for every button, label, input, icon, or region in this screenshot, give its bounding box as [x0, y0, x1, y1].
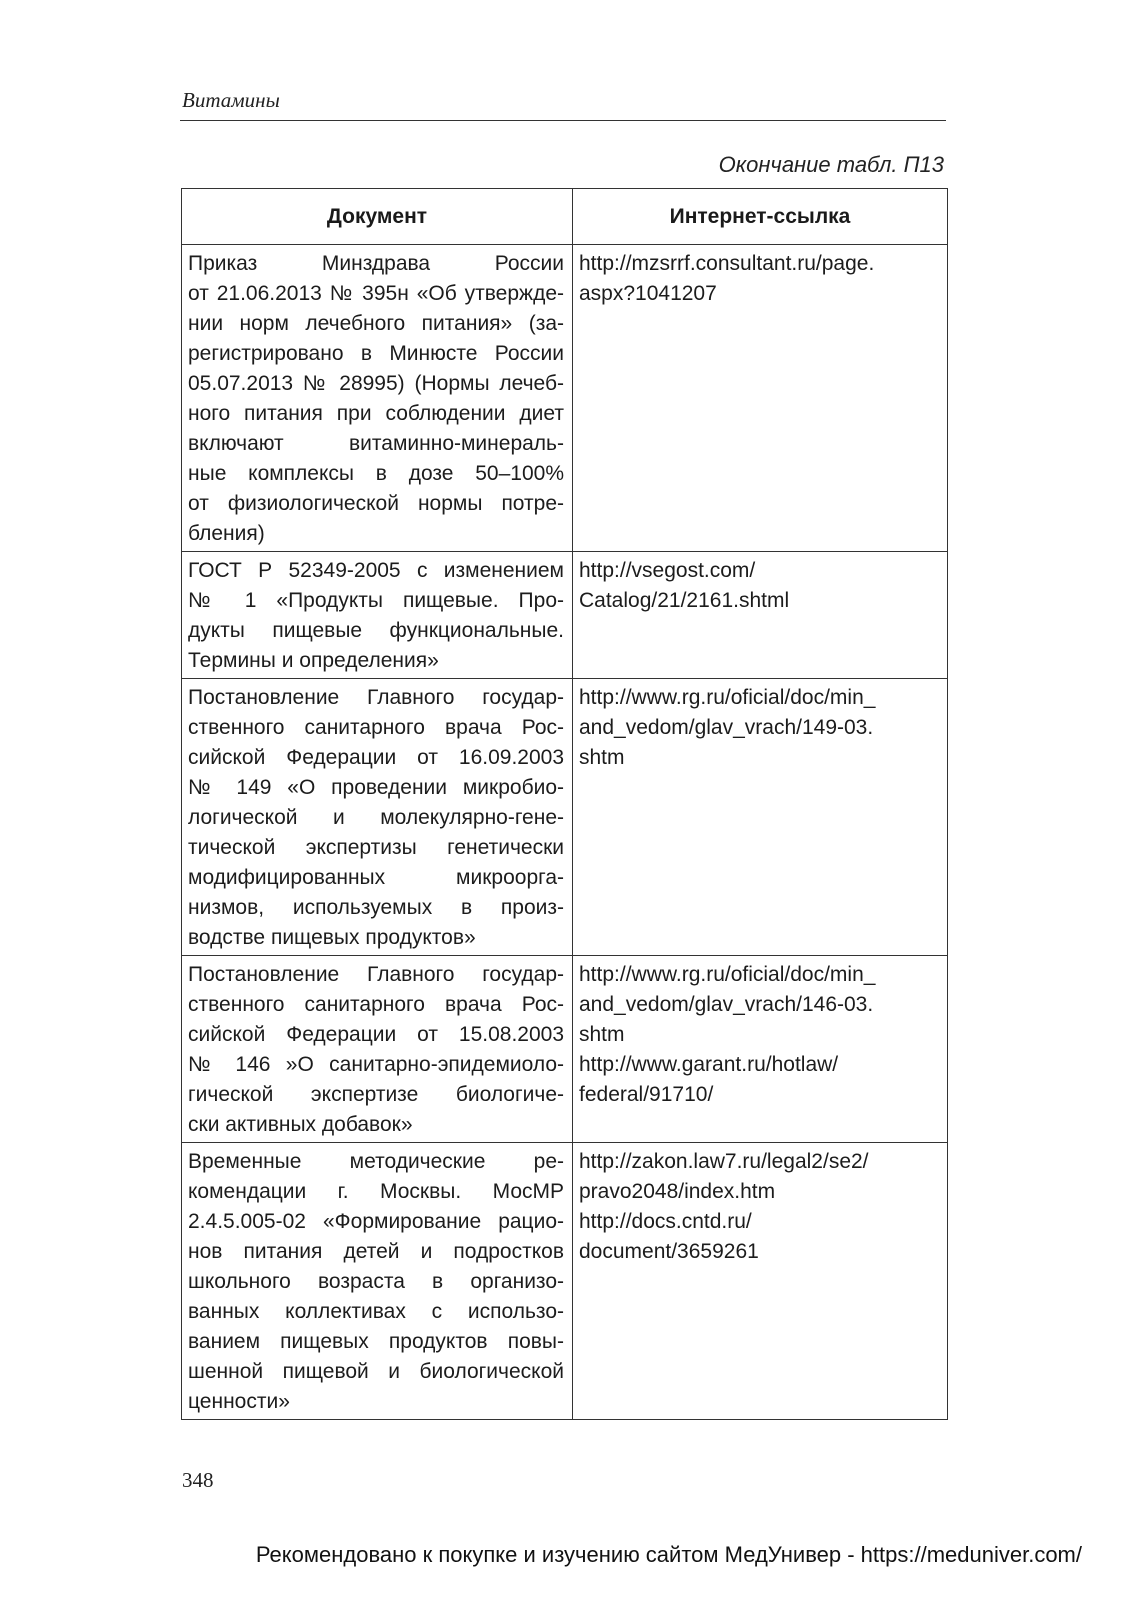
link-line: federal/91710/: [579, 1083, 714, 1106]
table-header-row: [182, 189, 948, 245]
document-line: Постановление Главного государ-: [188, 686, 564, 709]
column-header-link: Интернет-ссылка: [573, 189, 948, 245]
link-cell: [573, 956, 948, 1143]
document-line: 2.4.5.005-02 «Формирование рацио-: [188, 1210, 564, 1233]
document-cell: [182, 245, 573, 552]
document-line: нов питания детей и подростков: [188, 1240, 564, 1263]
link-line: and_vedom/glav_vrach/146-03.: [579, 993, 874, 1016]
page-number: 348: [182, 1468, 214, 1492]
table-row: [182, 679, 948, 956]
link-line: http://mzsrrf.consultant.ru/page.: [579, 252, 875, 275]
document-cell: [182, 679, 573, 956]
link-line: pravo2048/index.htm: [579, 1180, 776, 1203]
link-line: Catalog/21/2161.shtml: [579, 589, 790, 612]
document-line: ственного санитарного врача Рос-: [188, 716, 564, 739]
document-line: от физиологической нормы потре-: [188, 492, 564, 515]
references-table: [181, 188, 948, 1420]
document-line: ванием пищевых продуктов повы-: [188, 1330, 564, 1353]
document-line: логической и молекулярно-гене-: [188, 806, 564, 829]
document-line: шенной пищевой и биологической: [188, 1360, 564, 1383]
document-line: Термины и определения»: [188, 649, 439, 672]
document-line: ственного санитарного врача Рос-: [188, 993, 564, 1016]
document-line: сийской Федерации от 16.09.2003: [188, 746, 564, 769]
link-line: http://www.rg.ru/oficial/doc/min_: [579, 963, 876, 986]
document-line: низмов, используемых в произ-: [188, 896, 564, 919]
column-header-document: Документ: [182, 189, 573, 245]
document-line: № 146 »О санитарно-эпидемиоло-: [188, 1053, 564, 1076]
document-line: бления): [188, 522, 265, 545]
document-line: ные комплексы в дозе 50–100%: [188, 462, 564, 485]
document-line: от 21.06.2013 № 395н «Об утвержде-: [188, 282, 564, 305]
link-cell: [573, 552, 948, 679]
table-row: [182, 956, 948, 1143]
link-cell: [573, 679, 948, 956]
document-line: школьного возраста в организо-: [188, 1270, 564, 1293]
table-row: [182, 245, 948, 552]
document-line: Временные методические ре-: [188, 1150, 564, 1173]
link-line: http://docs.cntd.ru/: [579, 1210, 752, 1233]
document-line: гической экспертизе биологиче-: [188, 1083, 564, 1106]
document-line: ски активных добавок»: [188, 1113, 413, 1136]
document-line: регистрировано в Минюсте России: [188, 342, 564, 365]
link-line: document/3659261: [579, 1240, 759, 1263]
document-line: сийской Федерации от 15.08.2003: [188, 1023, 564, 1046]
document-line: Постановление Главного государ-: [188, 963, 564, 986]
document-line: Приказ Минздрава России: [188, 252, 564, 275]
link-line: http://vsegost.com/: [579, 559, 756, 582]
link-line: shtm: [579, 746, 625, 769]
document-cell: [182, 956, 573, 1143]
document-cell: [182, 552, 573, 679]
header-rule: [180, 120, 946, 121]
table-caption: Окончание табл. П13: [718, 152, 944, 177]
link-line: and_vedom/glav_vrach/149-03.: [579, 716, 874, 739]
link-cell: [573, 1143, 948, 1420]
document-cell: [182, 1143, 573, 1420]
link-line: shtm: [579, 1023, 625, 1046]
running-title: Витамины: [182, 88, 280, 112]
document-line: включают витаминно-минераль-: [188, 432, 564, 455]
document-line: нии норм лечебного питания» (за-: [188, 312, 564, 335]
link-line: aspx?1041207: [579, 282, 717, 305]
link-line: http://zakon.law7.ru/legal2/se2/: [579, 1150, 869, 1173]
link-line: http://www.rg.ru/oficial/doc/min_: [579, 686, 876, 709]
link-cell: [573, 245, 948, 552]
document-line: модифицированных микроорга-: [188, 866, 564, 889]
document-line: ного питания при соблюдении диет: [188, 402, 564, 425]
document-line: тической экспертизы генетически: [188, 836, 564, 859]
document-line: водстве пищевых продуктов»: [188, 926, 476, 949]
document-line: дукты пищевые функциональные.: [188, 619, 564, 642]
table-row: [182, 552, 948, 679]
document-line: ценности»: [188, 1390, 290, 1413]
document-line: 05.07.2013 № 28995) (Нормы лечеб-: [188, 372, 564, 395]
table-row: [182, 1143, 948, 1420]
document-line: № 1 «Продукты пищевые. Про-: [188, 589, 564, 612]
document-line: ванных коллективах с использо-: [188, 1300, 564, 1323]
link-line: http://www.garant.ru/hotlaw/: [579, 1053, 839, 1076]
document-line: комендации г. Москвы. МосМР: [188, 1180, 564, 1203]
document-line: № 149 «О проведении микробио-: [188, 776, 564, 799]
document-line: ГОСТ Р 52349-2005 с изменением: [188, 559, 564, 582]
footer-watermark: Рекомендовано к покупке и изучению сайтом МедУнивер - https://meduniver.com/: [255, 1542, 1082, 1567]
